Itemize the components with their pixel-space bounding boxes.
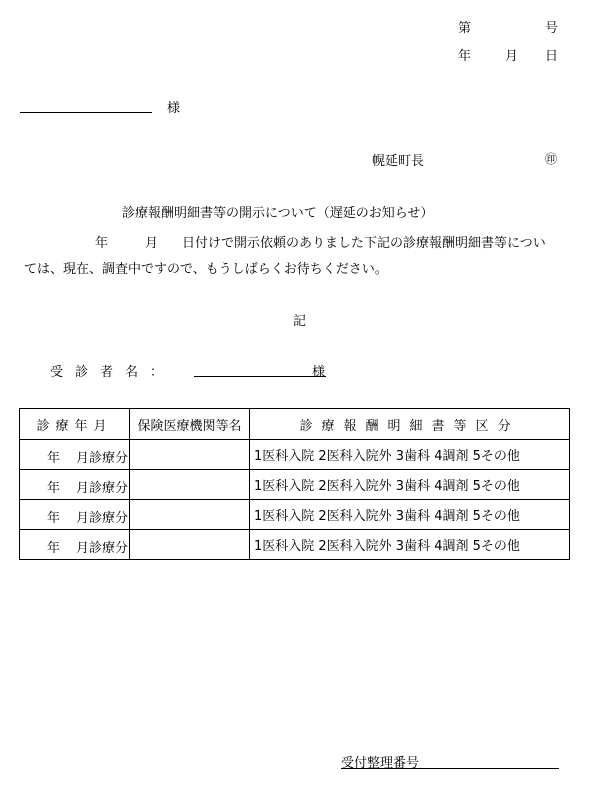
- institution-cell: [130, 500, 250, 530]
- body-month: 月: [145, 236, 159, 251]
- patient-honorific: 様: [312, 365, 326, 380]
- body-line-2: ては、現在、調査中ですので、もうしばらくお待ちください。: [24, 262, 388, 277]
- header-statement-category: 診療報酬明細書等区分: [250, 409, 570, 440]
- treatment-month-cell: 年 月診療分: [20, 530, 130, 560]
- institution-cell: [130, 470, 250, 500]
- records-table: [19, 408, 570, 560]
- ki-heading: 記: [293, 314, 307, 329]
- treatment-month-cell: 年 月診療分: [20, 500, 130, 530]
- number-prefix: 第: [458, 21, 472, 36]
- document-subject: 診療報酬明細書等の開示について（遅延のお知らせ）: [122, 206, 434, 221]
- header-institution: 保険医療機関等名: [130, 409, 250, 440]
- header-treatment-month: 診療年月: [20, 409, 130, 440]
- institution-cell: [130, 440, 250, 470]
- institution-cell: [130, 530, 250, 560]
- receipt-number-label: 受付整理番号: [341, 756, 420, 771]
- date-month: 月: [505, 49, 519, 64]
- body-year: 年: [95, 236, 109, 251]
- addressee-honorific: 様: [167, 101, 181, 116]
- category-cell: 1医科入院 2医科入院外 3歯科 4調剤 5その他: [250, 440, 570, 470]
- table-row: [20, 500, 570, 530]
- category-cell: 1医科入院 2医科入院外 3歯科 4調剤 5その他: [250, 500, 570, 530]
- table-row: [20, 470, 570, 500]
- treatment-month-cell: 年 月診療分: [20, 470, 130, 500]
- treatment-month-cell: 年 月診療分: [20, 440, 130, 470]
- table-row: [20, 440, 570, 470]
- patient-name-line: [194, 376, 326, 377]
- seal-icon: ㊞: [545, 152, 558, 166]
- addressee-name-line: [20, 112, 152, 113]
- sender-title: 幌延町長: [372, 154, 425, 169]
- date-day: 日: [545, 49, 559, 64]
- date-year: 年: [458, 49, 472, 64]
- category-cell: 1医科入院 2医科入院外 3歯科 4調剤 5その他: [250, 530, 570, 560]
- table-header-row: [20, 409, 570, 440]
- receipt-number-line: [341, 768, 559, 769]
- table-row: [20, 530, 570, 560]
- body-line-1-text: 日付けで開示依頼のありました下記の診療報酬明細書等につい: [182, 236, 546, 251]
- patient-label: 受診者名：: [50, 365, 176, 380]
- number-suffix: 号: [545, 21, 559, 36]
- category-cell: 1医科入院 2医科入院外 3歯科 4調剤 5その他: [250, 470, 570, 500]
